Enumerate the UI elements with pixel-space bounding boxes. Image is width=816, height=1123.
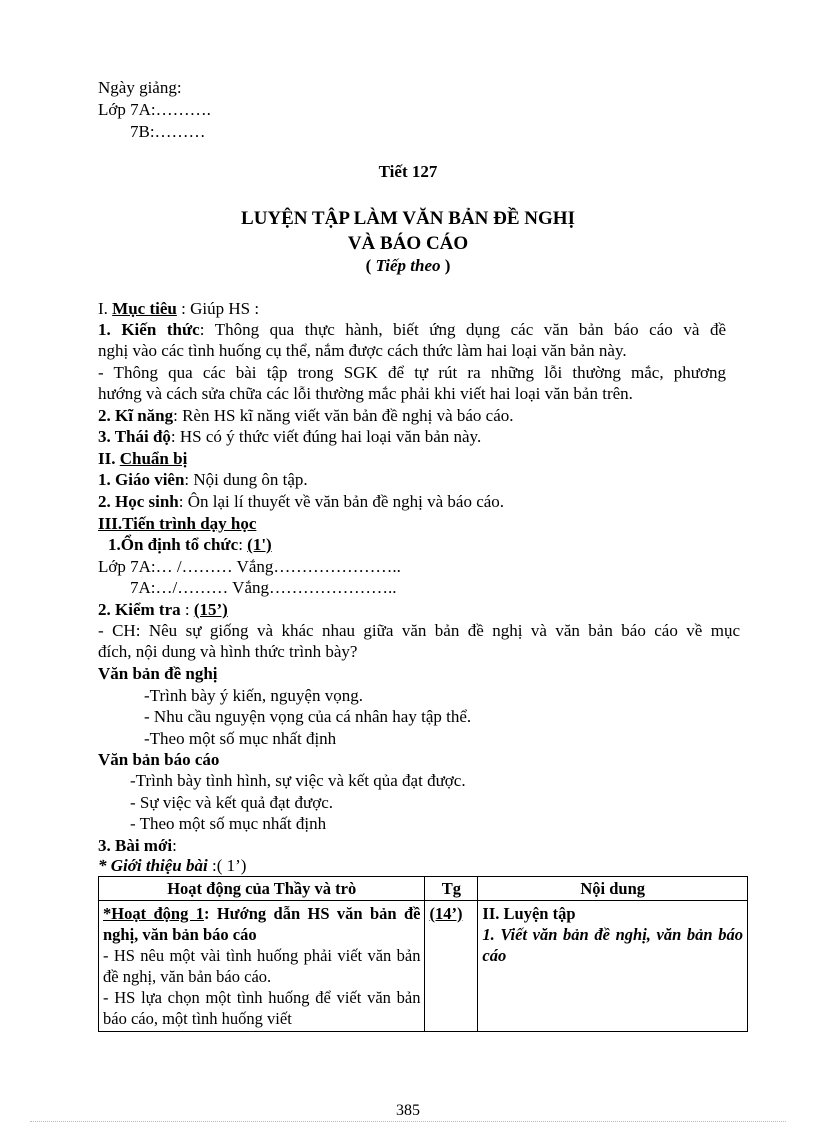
question-line2: đích, nội dung và hình thức trình bày? [98, 642, 358, 661]
bao-cao-item: - Theo một số mục nhất định [130, 814, 327, 833]
bao-cao-heading: Văn bản báo cáo [98, 750, 220, 769]
lesson-subtitle: ( Tiếp theo ) [365, 256, 451, 275]
kien-thuc-line4: hướng và cách sửa chữa các lỗi thường mắc phải khi viết hai loại văn bản trên. [98, 384, 633, 403]
ki-nang: 2. Kĩ năng: Rèn HS kĩ năng viết văn bản đề nghị và báo cáo. [98, 406, 514, 425]
noi-dung-heading: II. Luyện tập [482, 904, 576, 923]
table-row [99, 901, 748, 1032]
de-nghi-item: -Trình bày ý kiến, nguyện vọng. [144, 686, 363, 705]
de-nghi-item: -Theo một số mục nhất định [144, 729, 337, 748]
giao-vien: 1. Giáo viên: Nội dung ôn tập. [98, 470, 308, 489]
lesson-title-line1: LUYỆN TẬP LÀM VĂN BẢN ĐỀ NGHỊ [241, 208, 575, 229]
chuan-bi-heading: II. Chuẩn bị [98, 449, 188, 468]
hoat-dong-1-title: *Hoạt động 1: Hướng dẫn HS văn bản đề nghị, văn bản báo cáo [103, 904, 421, 944]
noi-dung-cell [478, 901, 748, 1032]
gioi-thieu-bai: * Giới thiệu bài :( 1’) [98, 856, 247, 875]
de-nghi-heading: Văn bản đề nghị [98, 664, 218, 683]
bao-cao-item: - Sự việc và kết quả đạt được. [130, 793, 334, 812]
column-header-hoat-dong: Hoạt động của Thầy và trò [99, 877, 425, 901]
on-dinh-to-chuc: 1.Ổn định tổ chức: (1') [108, 535, 272, 554]
table-header-row [99, 877, 748, 901]
lop-7b-header: 7B:……… [130, 122, 206, 141]
lesson-number: Tiết 127 [378, 162, 438, 181]
tien-trinh-heading: III.Tiến trình dạy học [98, 514, 257, 533]
column-header-noi-dung: Nội dung [478, 877, 748, 901]
thai-do: 3. Thái độ: HS có ý thức viết đúng hai loại văn bản này. [98, 427, 482, 446]
kien-thuc-line3: - Thông qua các bài tập trong SGK để tự rút ra những lỗi thường mắc, phương [98, 363, 726, 382]
hoc-sinh: 2. Học sinh: Ôn lại lí thuyết về văn bản đề nghị và báo cáo. [98, 492, 505, 511]
attendance-7a: Lớp 7A:… /……… Vắng………………….. [98, 557, 401, 576]
hoat-dong-line: - HS lựa chọn một tình huống để viết văn bản báo cáo, một tình huống viết [103, 988, 421, 1028]
lesson-title-line2: VÀ BÁO CÁO [347, 233, 469, 254]
kiem-tra: 2. Kiểm tra : (15’) [98, 600, 228, 619]
bao-cao-item: -Trình bày tình hình, sự việc và kết qủa đạt được. [130, 771, 466, 790]
hoat-dong-cell [99, 901, 425, 1032]
attendance-7b: 7A:…/……… Vắng………………….. [130, 578, 397, 597]
muc-tieu-heading: I. Mục tiêu : Giúp HS : [98, 299, 260, 318]
kien-thuc-line2: nghị vào các tình huống cụ thể, nắm được cách thức làm hai loại văn bản này. [98, 341, 627, 360]
page-number: 385 [396, 1102, 420, 1119]
lesson-table [98, 876, 748, 1032]
bai-moi: 3. Bài mới: [98, 836, 177, 855]
tg-value: (14’) [429, 904, 463, 923]
de-nghi-item: - Nhu cầu nguyện vọng của cá nhân hay tập thể. [144, 707, 472, 726]
kien-thuc-line1: 1. Kiến thức: Thông qua thực hành, biết ứng dụng các văn bản báo cáo và đề [98, 320, 726, 339]
column-header-tg: Tg [425, 877, 478, 901]
lop-7a-header: Lớp 7A:………. [98, 100, 211, 119]
hoat-dong-line: - HS nêu một vài tình huống phải viết văn bản đề nghị, văn bản báo cáo. [103, 946, 421, 986]
question-line1: - CH: Nêu sự giống và khác nhau giữa văn bản đề nghị và văn bản báo cáo về mục [98, 621, 740, 640]
ngay-giang: Ngày giảng: [98, 78, 182, 97]
tg-cell [425, 901, 478, 1032]
footer-divider [30, 1121, 786, 1122]
noi-dung-subheading: 1. Viết văn bản đề nghị, văn bản báo cáo [482, 925, 743, 965]
